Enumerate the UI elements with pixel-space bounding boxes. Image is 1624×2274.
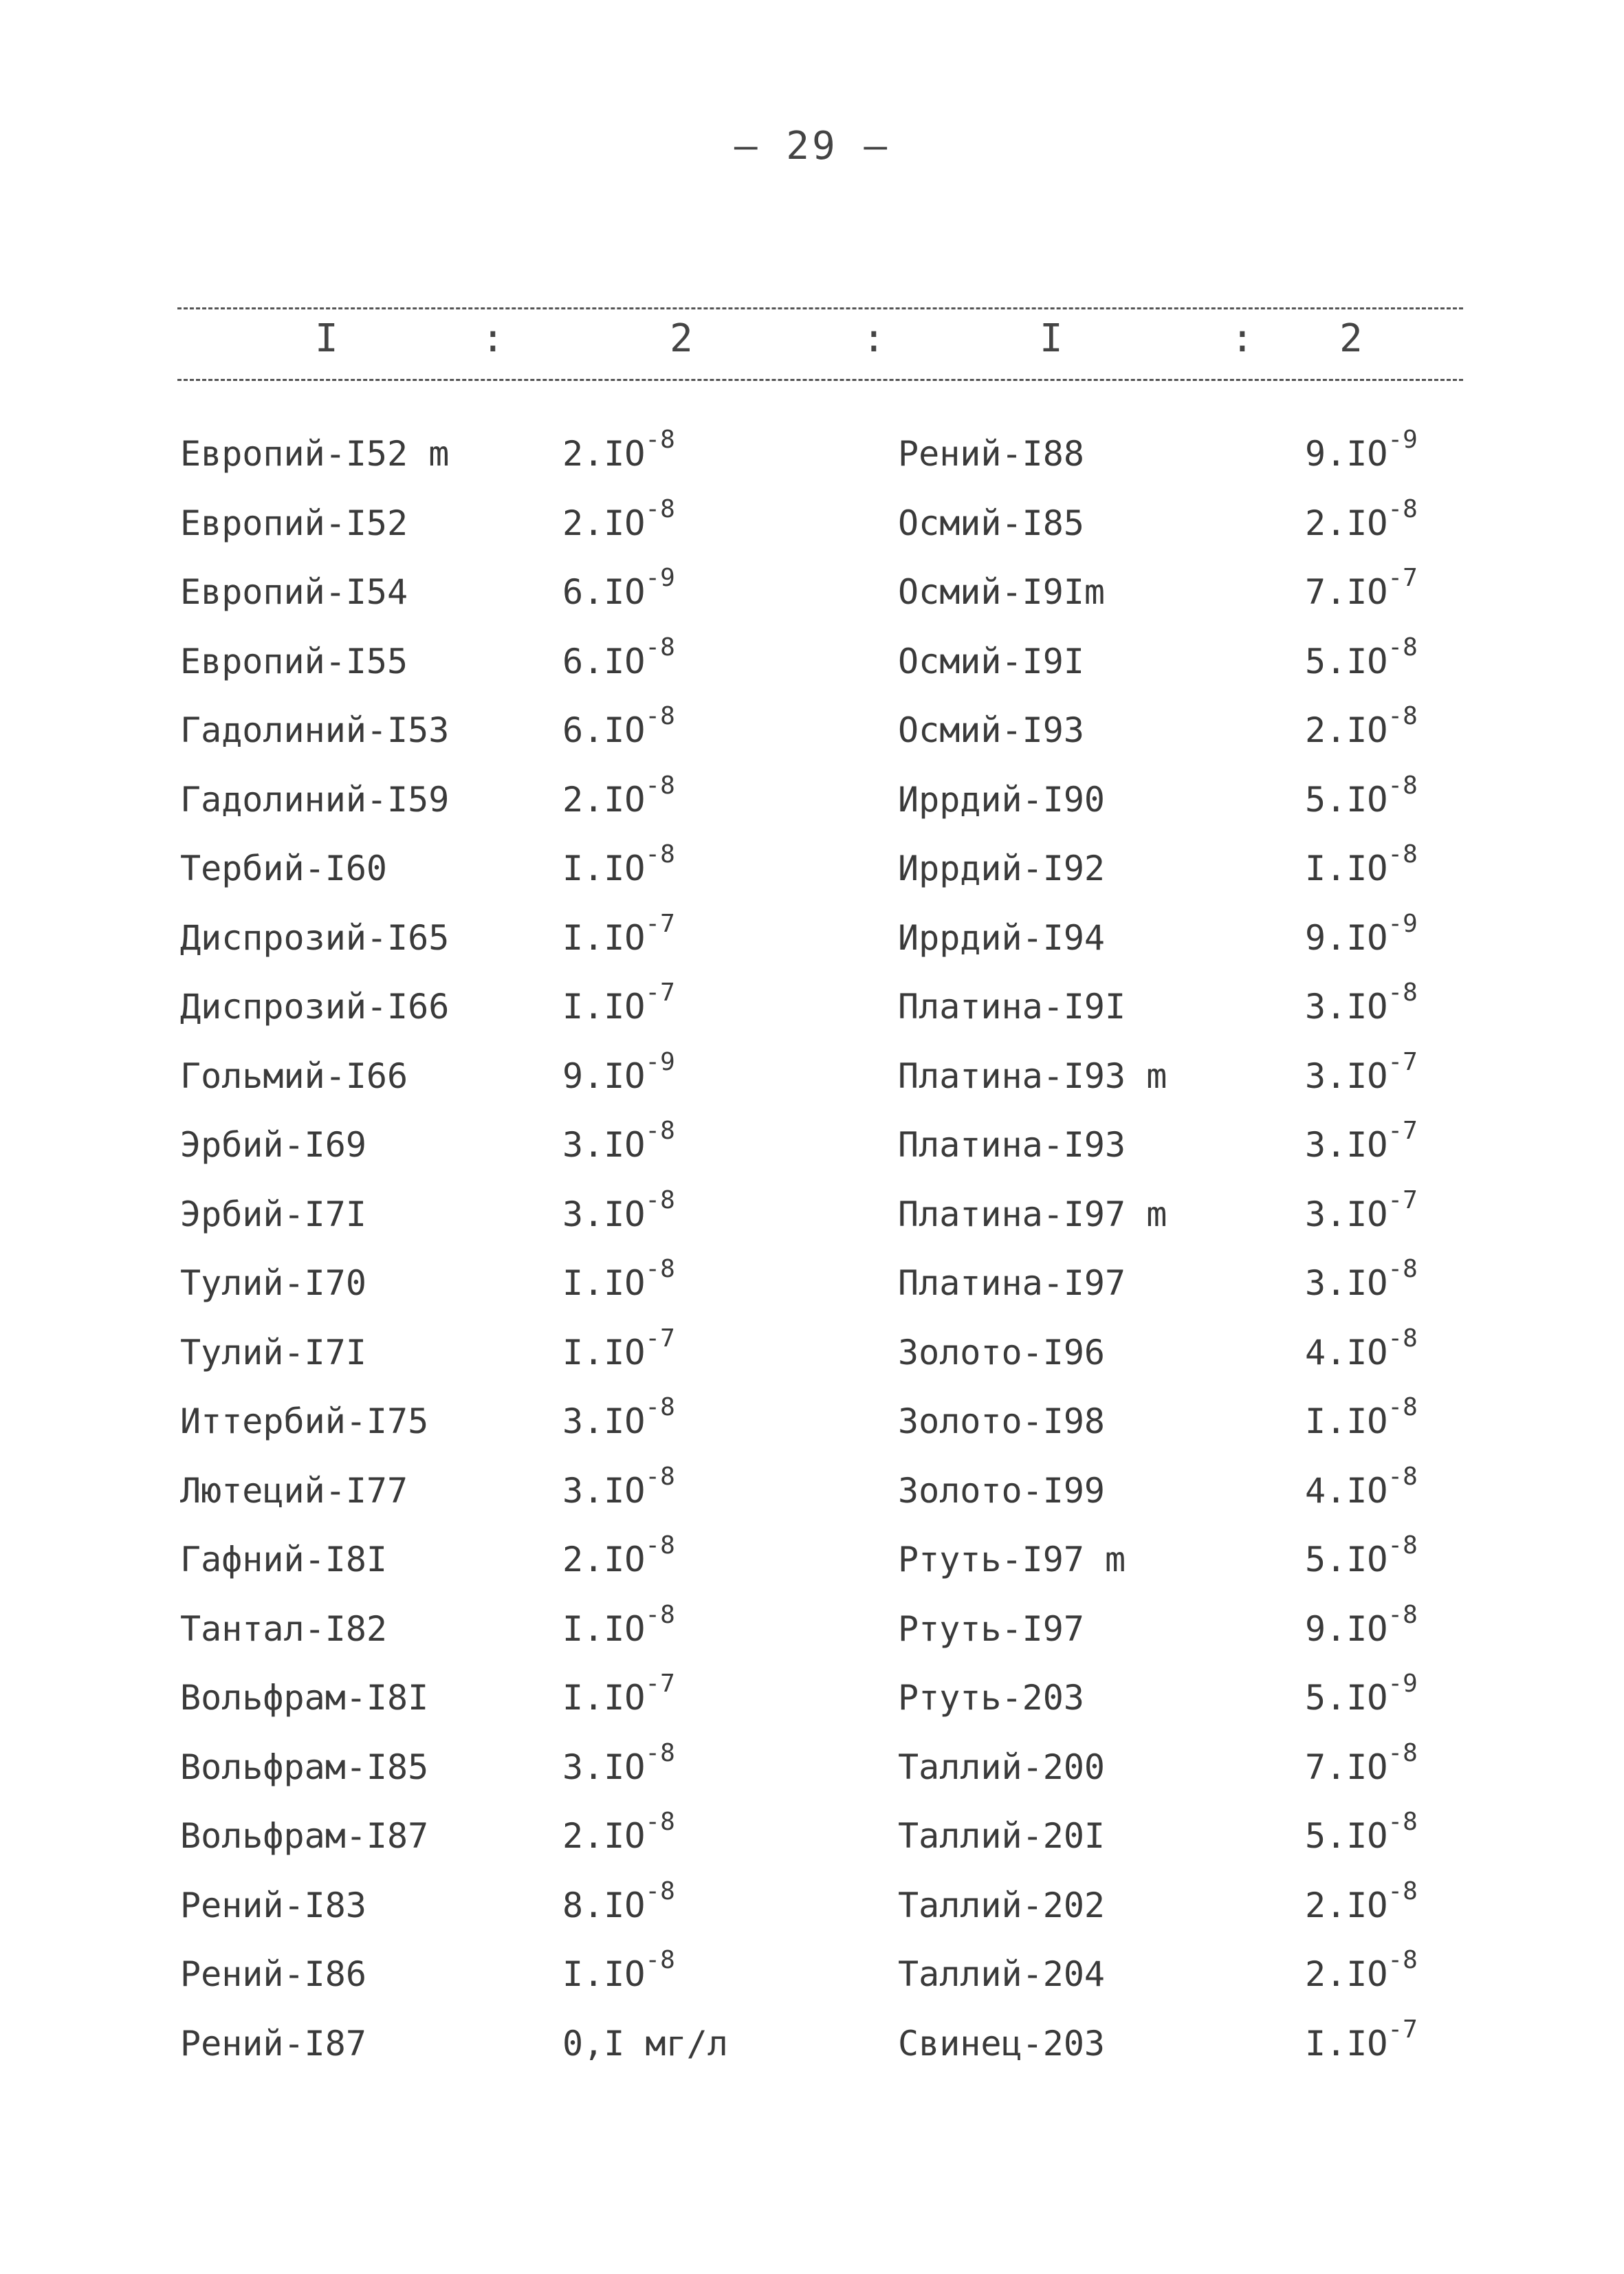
limit-value-right [1305,1871,1418,1940]
nuclide-name-left-mantissa: Европий-I55 [180,641,408,681]
table-row [0,765,1624,835]
header-col1: I [315,316,338,361]
limit-value-left-mantissa: 9.IO [562,1056,646,1096]
limit-value-left [562,1733,675,1802]
header-col3: I [1040,316,1063,361]
limit-value-right-mantissa: 2.IO [1305,1885,1388,1925]
limit-value-left-mantissa: 8.IO [562,1885,646,1925]
nuclide-name-left [180,558,408,627]
limit-value-left [562,696,675,765]
limit-value-right-mantissa: 5.IO [1305,1678,1388,1718]
limit-value-right-mantissa: I.IO [1305,849,1388,888]
nuclide-name-right [898,2009,1105,2079]
nuclide-name-right [898,558,1105,627]
limit-value-left-mantissa: 2.IO [562,1540,646,1579]
nuclide-name-right [898,765,1105,835]
limit-value-left [562,1180,675,1249]
limit-value-right [1305,1663,1418,1733]
limit-value-left-mantissa: I.IO [562,1263,646,1303]
limit-value-left [562,1940,675,2009]
limit-value-right-exponent: -8 [1387,1738,1418,1767]
nuclide-name-right-mantissa: Таллий-200 [898,1747,1106,1787]
limit-value-left-mantissa: I.IO [562,917,646,958]
nuclide-name-right [898,1733,1105,1802]
limit-value-right [1305,1111,1418,1180]
limit-value-left-exponent: -8 [645,426,675,454]
limit-value-left-mantissa: 2.IO [562,434,646,474]
header-sep1: : [481,316,505,361]
nuclide-name-right [898,1111,1126,1180]
nuclide-name-right-mantissa: Золото-I98 [898,1401,1106,1441]
page-number: – 29 – [734,124,890,168]
limit-value-right-mantissa: 3.IO [1305,987,1388,1027]
nuclide-name-left [180,1111,366,1180]
limit-value-right-exponent: -8 [1387,1946,1418,1974]
limit-value-right-exponent: -8 [1387,494,1418,523]
header-col4: 2 [1339,316,1363,361]
limit-value-left-mantissa: 2.IO [562,779,646,820]
limit-value-left [562,1456,675,1526]
limit-value-left-mantissa: I.IO [562,1332,646,1373]
limit-value-right-mantissa: 4.IO [1305,1470,1388,1511]
limit-value-left [562,1802,675,1871]
limit-value-right-mantissa: 9.IO [1305,917,1388,958]
limit-value-left-exponent: -8 [645,1600,675,1629]
limit-value-right-mantissa: 5.IO [1305,641,1388,681]
limit-value-right [1305,834,1418,904]
nuclide-name-right-mantissa: Таллий-204 [898,1954,1106,1994]
nuclide-name-left [180,1733,428,1802]
table-row [0,904,1624,973]
limit-value-left-exponent: -8 [645,702,675,730]
nuclide-name-left-mantissa: Европий-I54 [180,572,408,612]
nuclide-name-left [180,1456,408,1526]
limit-value-right-exponent: -8 [1387,1877,1418,1905]
limit-value-left [562,1318,675,1388]
limit-value-left-mantissa: I.IO [562,849,646,888]
nuclide-name-right [898,834,1105,904]
nuclide-name-right-mantissa: Иррдий-I90 [898,779,1106,820]
table-header-rule [177,379,1463,381]
limit-value-left-exponent: -8 [645,1462,675,1491]
header-col2: 2 [670,316,693,361]
nuclide-name-left [180,627,408,697]
nuclide-name-left-mantissa: Вольфрам-I85 [180,1747,429,1787]
limit-value-right-mantissa: 5.IO [1305,1540,1388,1579]
limit-value-right-exponent: -8 [1387,1255,1418,1283]
limit-value-left [562,419,675,489]
limit-value-left-mantissa: I.IO [562,1954,646,1994]
nuclide-name-right [898,1387,1105,1456]
limit-value-right-exponent: -8 [1387,1393,1418,1421]
limit-value-right-mantissa: I.IO [1305,2023,1388,2064]
nuclide-name-left [180,489,408,558]
nuclide-name-left [180,1525,387,1595]
limit-value-left-mantissa: I.IO [562,987,646,1027]
nuclide-name-left [180,765,449,835]
nuclide-name-right-mantissa: Платина-I97 [898,1263,1126,1303]
limit-value-right-mantissa: 2.IO [1305,710,1388,750]
nuclide-name-left [180,1663,428,1733]
limit-value-right-mantissa: 9.IO [1305,434,1388,474]
limit-value-left-mantissa: 2.IO [562,1816,646,1856]
limit-value-right-mantissa: 4.IO [1305,1332,1388,1373]
limit-value-right [1305,419,1418,489]
limit-value-right [1305,696,1418,765]
nuclide-name-right-mantissa: Иррдий-I94 [898,917,1106,958]
nuclide-name-left [180,1318,366,1388]
table-row [0,972,1624,1042]
limit-value-left [562,1387,675,1456]
limit-value-right [1305,1525,1418,1595]
limit-value-left-exponent: -8 [645,1877,675,1905]
nuclide-name-right-mantissa: Таллий-202 [898,1885,1106,1925]
limit-value-left-mantissa: 3.IO [562,1401,646,1441]
nuclide-name-left [180,1802,428,1871]
limit-value-right [1305,1249,1418,1318]
limit-value-right-mantissa: 3.IO [1305,1263,1388,1303]
limit-value-left-exponent: -8 [645,1531,675,1560]
limit-value-right-mantissa: 3.IO [1305,1194,1388,1234]
limit-value-left [562,1042,675,1111]
table-row [0,1318,1624,1388]
table-row [0,627,1624,697]
limit-value-left [562,1249,675,1318]
table-row [0,1595,1624,1664]
table-row [0,1940,1624,2009]
limit-value-right-exponent: -8 [1387,1600,1418,1629]
limit-value-right-mantissa: I.IO [1305,1401,1388,1441]
nuclide-name-right-mantissa: Осмий-I9Im [898,572,1106,612]
limit-value-left [562,972,675,1042]
nuclide-name-right-mantissa: Платина-I9I [898,987,1126,1027]
limit-value-left [562,765,675,835]
limit-value-right-mantissa: 5.IO [1305,1816,1388,1856]
table-row [0,1802,1624,1871]
limit-value-right [1305,765,1418,835]
limit-value-right-exponent: -9 [1387,426,1418,454]
table-row [0,1249,1624,1318]
table-row [0,834,1624,904]
limit-value-right-exponent: -8 [1387,840,1418,868]
limit-value-left-exponent: -8 [645,771,675,800]
nuclide-name-right-mantissa: Платина-I97 m [898,1194,1167,1234]
limit-value-left-exponent: -8 [645,1738,675,1767]
nuclide-name-left-mantissa: Тантал-I82 [180,1608,388,1649]
limit-value-left [562,489,675,558]
nuclide-name-left [180,696,449,765]
nuclide-name-right [898,1456,1105,1526]
limit-value-right-exponent: -8 [1387,1462,1418,1491]
limit-value-left-mantissa: 6.IO [562,710,646,750]
nuclide-name-left-mantissa: Рений-I87 [180,2023,366,2064]
nuclide-name-right-mantissa: Золото-I99 [898,1470,1106,1511]
nuclide-name-left [180,1387,428,1456]
nuclide-name-left-mantissa: Диспрозий-I65 [180,917,450,958]
limit-value-right-exponent: -8 [1387,771,1418,800]
limit-value-left-exponent: -7 [645,1670,675,1698]
limit-value-left-mantissa: 3.IO [562,1747,646,1787]
nuclide-name-left [180,972,449,1042]
nuclide-name-left [180,1871,366,1940]
limit-value-right [1305,1940,1418,2009]
nuclide-name-right-mantissa: Рений-I88 [898,434,1084,474]
nuclide-name-right-mantissa: Ртуть-203 [898,1678,1084,1718]
limit-value-left-exponent: -8 [645,1255,675,1283]
limit-value-left-mantissa: I.IO [562,1608,646,1649]
limit-value-left-mantissa: 6.IO [562,572,646,612]
nuclide-name-left-mantissa: Лютеций-I77 [180,1470,408,1511]
nuclide-name-left-mantissa: Эрбий-I7I [180,1194,366,1234]
table-row [0,1663,1624,1733]
nuclide-name-left-mantissa: Тербий-I60 [180,849,388,888]
nuclide-name-right [898,627,1084,697]
limit-value-right-exponent: -7 [1387,2015,1418,2044]
nuclide-name-right [898,1940,1105,2009]
limit-value-left-mantissa: 3.IO [562,1194,646,1234]
limit-value-left [562,1663,675,1733]
table-row [0,558,1624,627]
nuclide-name-right [898,972,1126,1042]
limit-value-right-exponent: -7 [1387,564,1418,592]
nuclide-name-right [898,1525,1126,1595]
limit-value-left-exponent: -8 [645,494,675,523]
limit-value-left-mantissa: 2.IO [562,503,646,543]
limit-value-left [562,558,675,627]
nuclide-name-right [898,904,1105,973]
nuclide-name-left [180,419,449,489]
limit-value-right-exponent: -8 [1387,1808,1418,1836]
table-row [0,419,1624,489]
table-row [0,1525,1624,1595]
limit-value-left-mantissa: I.IO [562,1678,646,1718]
nuclide-name-left-mantissa: Европий-I52 [180,503,408,543]
limit-value-right [1305,972,1418,1042]
limit-value-right [1305,558,1418,627]
limit-value-left [562,2009,728,2079]
limit-value-left-exponent: -7 [645,1324,675,1353]
limit-value-right-mantissa: 7.IO [1305,572,1388,612]
limit-value-left-exponent: -8 [645,1117,675,1145]
nuclide-name-right-mantissa: Иррдий-I92 [898,849,1106,888]
table-row [0,2009,1624,2079]
nuclide-name-right [898,1318,1105,1388]
limit-value-right-mantissa: 9.IO [1305,1608,1388,1649]
nuclide-name-left-mantissa: Вольфрам-I8I [180,1678,429,1718]
limit-value-right-mantissa: 3.IO [1305,1125,1388,1165]
limit-value-right-exponent: -7 [1387,1117,1418,1145]
nuclide-name-left-mantissa: Тулий-I7I [180,1332,366,1373]
limit-value-right-mantissa: 2.IO [1305,1954,1388,1994]
nuclide-name-right-mantissa: Свинец-203 [898,2023,1106,2064]
limit-value-left [562,834,675,904]
nuclide-name-right [898,1871,1105,1940]
nuclide-name-right [898,1042,1167,1111]
limit-value-right [1305,1802,1418,1871]
limit-value-left-exponent: -8 [645,840,675,868]
limit-value-left-exponent: -9 [645,1047,675,1076]
limit-value-right-mantissa: 2.IO [1305,503,1388,543]
table-row [0,1871,1624,1940]
limit-value-right [1305,1733,1418,1802]
limit-value-right-exponent: -8 [1387,1324,1418,1353]
nuclide-name-left [180,2009,366,2079]
nuclide-name-left-mantissa: Диспрозий-I66 [180,987,450,1027]
limit-value-left [562,1525,675,1595]
limit-value-right-exponent: -9 [1387,1670,1418,1698]
nuclide-name-left [180,904,449,973]
limit-value-right [1305,1387,1418,1456]
nuclide-name-right-mantissa: Осмий-I9I [898,641,1084,681]
limit-value-right [1305,2009,1418,2079]
nuclide-name-left-mantissa: Тулий-I70 [180,1263,366,1303]
limit-value-right [1305,1595,1418,1664]
nuclide-name-left-mantissa: Гафний-I8I [180,1540,388,1579]
limit-value-left-mantissa: 3.IO [562,1125,646,1165]
limit-value-right-exponent: -7 [1387,1047,1418,1076]
nuclide-name-right-mantissa: Осмий-I85 [898,503,1084,543]
nuclide-name-right-mantissa: Осмий-I93 [898,710,1084,750]
table-row [0,489,1624,558]
limit-value-right [1305,489,1418,558]
limit-value-right-exponent: -8 [1387,1531,1418,1560]
limit-value-right-exponent: -7 [1387,1185,1418,1214]
limit-value-left [562,627,675,697]
limit-value-right [1305,1456,1418,1526]
nuclide-name-right [898,489,1084,558]
limit-value-left [562,1871,675,1940]
nuclide-name-left [180,834,387,904]
limit-value-right-mantissa: 7.IO [1305,1747,1388,1787]
table-top-rule [177,307,1463,309]
nuclide-name-left-mantissa: Гольмий-I66 [180,1056,408,1096]
limit-value-right-exponent: -8 [1387,702,1418,730]
limit-value-left-mantissa: 3.IO [562,1470,646,1511]
header-sep3: : [1231,316,1254,361]
limit-value-left [562,904,675,973]
nuclide-name-right-mantissa: Платина-I93 m [898,1056,1167,1096]
nuclide-name-right [898,419,1084,489]
limit-value-left-exponent: -8 [645,1393,675,1421]
nuclide-name-left [180,1595,387,1664]
limit-value-left-exponent: -7 [645,979,675,1007]
nuclide-name-left [180,1940,366,2009]
limit-value-right [1305,1042,1418,1111]
limit-value-left-exponent: -8 [645,1946,675,1974]
limit-value-right-mantissa: 5.IO [1305,779,1388,820]
nuclide-name-right [898,1663,1084,1733]
nuclide-name-left-mantissa: Вольфрам-I87 [180,1816,429,1856]
nuclide-name-left-mantissa: Рений-I83 [180,1885,366,1925]
limit-value-right-exponent: -8 [1387,979,1418,1007]
nuclide-name-right [898,1249,1126,1318]
limit-value-left-exponent: -8 [645,1185,675,1214]
nuclide-name-right-mantissa: Платина-I93 [898,1125,1126,1165]
limit-value-left-mantissa: 6.IO [562,641,646,681]
table-row [0,1111,1624,1180]
limit-value-left [562,1595,675,1664]
nuclide-name-left [180,1042,408,1111]
nuclide-table [0,419,1624,2078]
nuclide-name-right-mantissa: Ртуть-I97 [898,1608,1084,1649]
nuclide-name-left-mantissa: Гадолиний-I59 [180,779,450,820]
nuclide-name-right-mantissa: Золото-I96 [898,1332,1106,1373]
nuclide-name-right [898,1802,1105,1871]
nuclide-name-left-mantissa: Гадолиний-I53 [180,710,450,750]
limit-value-left-exponent: -8 [645,633,675,662]
nuclide-name-left-mantissa: Рений-I86 [180,1954,366,1994]
header-sep2: : [862,316,886,361]
nuclide-name-right [898,1595,1084,1664]
limit-value-right-mantissa: 3.IO [1305,1056,1388,1096]
limit-value-left-exponent: -8 [645,1808,675,1836]
table-row [0,1180,1624,1249]
limit-value-left-exponent: -9 [645,564,675,592]
nuclide-name-right [898,696,1084,765]
table-row [0,1387,1624,1456]
nuclide-name-left-mantissa: Иттербий-I75 [180,1401,429,1441]
nuclide-name-left-mantissa: Эрбий-I69 [180,1125,366,1165]
nuclide-name-right-mantissa: Таллий-20I [898,1816,1106,1856]
nuclide-name-left [180,1249,366,1318]
nuclide-name-right [898,1180,1167,1249]
table-row [0,1733,1624,1802]
limit-value-right [1305,627,1418,697]
table-row [0,1456,1624,1526]
limit-value-right-exponent: -9 [1387,909,1418,938]
table-row [0,696,1624,765]
limit-value-left-exponent: -7 [645,909,675,938]
limit-value-right [1305,1318,1418,1388]
nuclide-name-right-mantissa: Ртуть-I97 m [898,1540,1126,1579]
table-row [0,1042,1624,1111]
limit-value-left-mantissa: 0,I мг/л [562,2023,728,2064]
limit-value-left [562,1111,675,1180]
nuclide-name-left [180,1180,366,1249]
limit-value-right-exponent: -8 [1387,633,1418,662]
limit-value-right [1305,1180,1418,1249]
limit-value-right [1305,904,1418,973]
nuclide-name-left-mantissa: Европий-I52 m [180,434,450,474]
